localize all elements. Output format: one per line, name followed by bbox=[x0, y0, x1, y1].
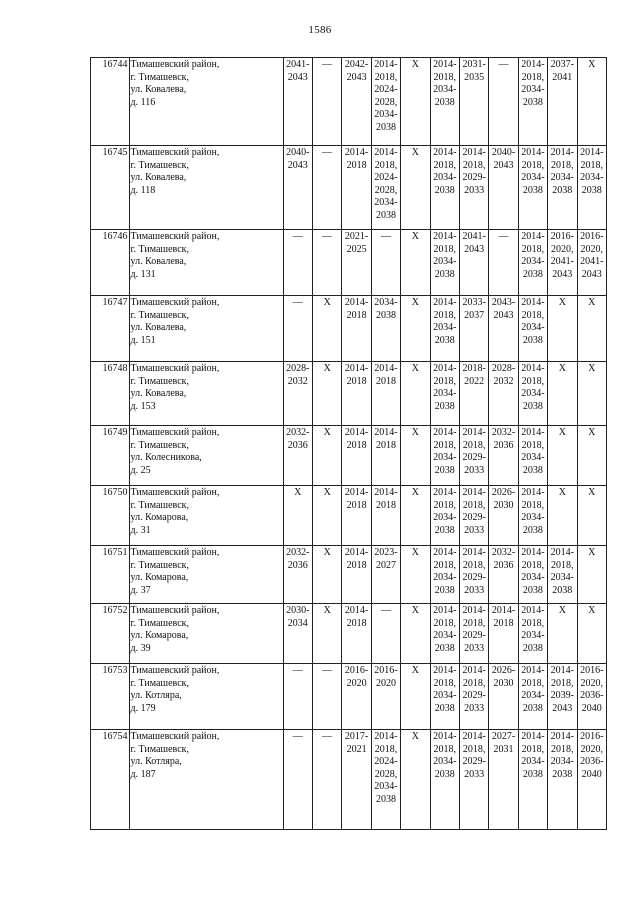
table-row bbox=[91, 546, 607, 604]
repair-period-cell: 2018- 2022 bbox=[459, 362, 488, 426]
repair-period-cell: 2014- 2018, 2034- 2038 bbox=[430, 546, 459, 604]
repair-period-cell: 2023- 2027 bbox=[371, 546, 400, 604]
address-cell: Тимашевский район, г. Тимашевск, ул. Ковалева, д. 116 bbox=[129, 58, 283, 146]
repair-period-cell: 2031- 2035 bbox=[459, 58, 488, 146]
repair-period-cell: 2014- 2018, 2034- 2038 bbox=[430, 146, 459, 230]
repair-period-cell: 2030- 2034 bbox=[283, 604, 312, 664]
address-cell: Тимашевский район, г. Тимашевск, ул. Ковалева, д. 118 bbox=[129, 146, 283, 230]
repair-period-cell: 2014- 2018, 2034- 2038 bbox=[518, 146, 547, 230]
repair-period-cell: 2014- 2018 bbox=[342, 296, 371, 362]
address-cell: Тимашевский район, г. Тимашевск, ул. Ковалева, д. 131 bbox=[129, 230, 283, 296]
table-row bbox=[91, 664, 607, 730]
repair-period-cell: X bbox=[401, 546, 430, 604]
table-row bbox=[91, 486, 607, 546]
repair-period-cell: X bbox=[312, 362, 341, 426]
repair-period-cell: X bbox=[401, 146, 430, 230]
repair-period-cell: 2014- 2018, 2034- 2038 bbox=[548, 146, 577, 230]
page-number: 1586 bbox=[308, 24, 332, 36]
repair-period-cell: 2014- 2018, 2034- 2038 bbox=[430, 296, 459, 362]
repair-period-cell: 2014- 2018, 2029- 2033 bbox=[459, 426, 488, 486]
repair-period-cell: 2026- 2030 bbox=[489, 664, 518, 730]
repair-period-cell: X bbox=[401, 664, 430, 730]
repair-period-cell: 2014- 2018, 2034- 2038 bbox=[518, 664, 547, 730]
repair-period-cell: X bbox=[577, 486, 607, 546]
repair-period-cell: 2014- 2018 bbox=[371, 426, 400, 486]
repair-period-cell: 2014- 2018, 2034- 2038 bbox=[518, 730, 547, 830]
repair-period-cell: — bbox=[312, 146, 341, 230]
row-number: 16752 bbox=[91, 604, 130, 664]
repair-period-cell: — bbox=[283, 296, 312, 362]
table-row bbox=[91, 426, 607, 486]
row-number: 16751 bbox=[91, 546, 130, 604]
repair-period-cell: 2014- 2018, 2034- 2038 bbox=[430, 486, 459, 546]
address-cell: Тимашевский район, г. Тимашевск, ул. Котляра, д. 187 bbox=[129, 730, 283, 830]
repair-period-cell: 2042- 2043 bbox=[342, 58, 371, 146]
repair-period-cell: 2014- 2018, 2029- 2033 bbox=[459, 546, 488, 604]
repair-period-cell: 2021- 2025 bbox=[342, 230, 371, 296]
repair-period-cell: 2040- 2043 bbox=[283, 146, 312, 230]
repair-period-cell: 2034- 2038 bbox=[371, 296, 400, 362]
repair-period-cell: X bbox=[312, 546, 341, 604]
repair-period-cell: 2014- 2018 bbox=[342, 546, 371, 604]
repair-period-cell: 2016- 2020 bbox=[371, 664, 400, 730]
address-cell: Тимашевский район, г. Тимашевск, ул. Комарова, д. 31 bbox=[129, 486, 283, 546]
repair-period-cell: — bbox=[312, 230, 341, 296]
repair-period-cell: 2014- 2018, 2034- 2038 bbox=[577, 146, 607, 230]
address-cell: Тимашевский район, г. Тимашевск, ул. Ковалева, д. 153 bbox=[129, 362, 283, 426]
repair-period-cell: — bbox=[283, 230, 312, 296]
repair-period-cell: 2014- 2018, 2039- 2043 bbox=[548, 664, 577, 730]
repair-period-cell: X bbox=[401, 730, 430, 830]
table-row bbox=[91, 730, 607, 830]
repair-period-cell: X bbox=[401, 362, 430, 426]
repair-period-cell: X bbox=[548, 486, 577, 546]
repair-period-cell: 2014- 2018 bbox=[342, 426, 371, 486]
repair-period-cell: X bbox=[312, 426, 341, 486]
repair-period-cell: 2014- 2018 bbox=[342, 604, 371, 664]
repair-period-cell: X bbox=[577, 604, 607, 664]
repair-period-cell: 2027- 2031 bbox=[489, 730, 518, 830]
address-cell: Тимашевский район, г. Тимашевск, ул. Котляра, д. 179 bbox=[129, 664, 283, 730]
repair-period-cell: 2014- 2018, 2034- 2038 bbox=[430, 230, 459, 296]
row-number: 16744 bbox=[91, 58, 130, 146]
repair-period-cell: 2043- 2043 bbox=[489, 296, 518, 362]
repair-period-cell: X bbox=[283, 486, 312, 546]
repair-period-cell: 2014- 2018, 2034- 2038 bbox=[518, 230, 547, 296]
repair-period-cell: X bbox=[401, 58, 430, 146]
row-number: 16745 bbox=[91, 146, 130, 230]
repair-period-cell: — bbox=[489, 58, 518, 146]
repair-period-cell: 2037- 2041 bbox=[548, 58, 577, 146]
repair-period-cell: 2014- 2018, 2034- 2038 bbox=[430, 362, 459, 426]
repair-period-cell: 2016- 2020, 2041- 2043 bbox=[548, 230, 577, 296]
table-row bbox=[91, 296, 607, 362]
address-cell: Тимашевский район, г. Тимашевск, ул. Ковалева, д. 151 bbox=[129, 296, 283, 362]
repair-period-cell: 2032- 2036 bbox=[489, 426, 518, 486]
repair-period-cell: X bbox=[401, 604, 430, 664]
repair-period-cell: 2014- 2018, 2034- 2038 bbox=[548, 730, 577, 830]
repair-period-cell: 2014- 2018, 2024- 2028, 2034- 2038 bbox=[371, 730, 400, 830]
repair-period-cell: X bbox=[401, 230, 430, 296]
repair-period-cell: — bbox=[371, 604, 400, 664]
repair-period-cell: 2014- 2018, 2029- 2033 bbox=[459, 146, 488, 230]
repair-period-cell: 2032- 2036 bbox=[283, 546, 312, 604]
repair-period-cell: 2014- 2018, 2024- 2028, 2034- 2038 bbox=[371, 146, 400, 230]
repair-period-cell: — bbox=[283, 664, 312, 730]
repair-period-cell: X bbox=[577, 426, 607, 486]
repair-period-cell: X bbox=[577, 58, 607, 146]
repair-period-cell: 2014- 2018, 2034- 2038 bbox=[430, 426, 459, 486]
repair-period-cell: 2016- 2020, 2041- 2043 bbox=[577, 230, 607, 296]
repair-period-cell: X bbox=[312, 296, 341, 362]
table-row bbox=[91, 230, 607, 296]
repair-period-cell: 2032- 2036 bbox=[489, 546, 518, 604]
repair-period-cell: 2014- 2018, 2034- 2038 bbox=[430, 58, 459, 146]
repair-period-cell: 2014- 2018, 2034- 2038 bbox=[518, 486, 547, 546]
repair-period-cell: X bbox=[312, 604, 341, 664]
repair-period-cell: 2014- 2018, 2029- 2033 bbox=[459, 604, 488, 664]
repair-period-cell: X bbox=[401, 486, 430, 546]
repair-period-cell: 2016- 2020 bbox=[342, 664, 371, 730]
repair-period-cell: 2014- 2018 bbox=[342, 146, 371, 230]
repair-period-cell: X bbox=[577, 296, 607, 362]
repair-period-cell: X bbox=[548, 296, 577, 362]
repair-period-cell: 2041- 2043 bbox=[459, 230, 488, 296]
address-cell: Тимашевский район, г. Тимашевск, ул. Комарова, д. 39 bbox=[129, 604, 283, 664]
repair-period-cell: 2017- 2021 bbox=[342, 730, 371, 830]
repair-period-cell: 2014- 2018, 2034- 2038 bbox=[518, 426, 547, 486]
row-number: 16750 bbox=[91, 486, 130, 546]
row-number: 16754 bbox=[91, 730, 130, 830]
repair-period-cell: 2014- 2018 bbox=[371, 486, 400, 546]
repair-period-cell: 2014- 2018 bbox=[342, 362, 371, 426]
table-row bbox=[91, 362, 607, 426]
repair-period-cell: 2026- 2030 bbox=[489, 486, 518, 546]
repair-period-cell: 2014- 2018, 2034- 2038 bbox=[430, 604, 459, 664]
row-number: 16749 bbox=[91, 426, 130, 486]
housing-repair-schedule-table bbox=[90, 57, 607, 830]
address-cell: Тимашевский район, г. Тимашевск, ул. Колесникова, д. 25 bbox=[129, 426, 283, 486]
repair-period-cell: X bbox=[548, 604, 577, 664]
repair-period-cell: X bbox=[312, 486, 341, 546]
repair-period-cell: — bbox=[371, 230, 400, 296]
row-number: 16748 bbox=[91, 362, 130, 426]
repair-period-cell: 2014- 2018, 2034- 2038 bbox=[430, 664, 459, 730]
repair-period-cell: 2014- 2018, 2034- 2038 bbox=[430, 730, 459, 830]
repair-period-cell: X bbox=[548, 362, 577, 426]
repair-period-cell: 2028- 2032 bbox=[283, 362, 312, 426]
repair-period-cell: — bbox=[312, 730, 341, 830]
repair-period-cell: 2014- 2018, 2029- 2033 bbox=[459, 486, 488, 546]
repair-period-cell: 2014- 2018 bbox=[342, 486, 371, 546]
repair-period-cell: 2016- 2020, 2036- 2040 bbox=[577, 664, 607, 730]
repair-period-cell: 2040- 2043 bbox=[489, 146, 518, 230]
repair-period-cell: 2014- 2018 bbox=[489, 604, 518, 664]
row-number: 16753 bbox=[91, 664, 130, 730]
repair-period-cell: 2014- 2018, 2034- 2038 bbox=[518, 296, 547, 362]
repair-period-cell: — bbox=[283, 730, 312, 830]
repair-period-cell: 2014- 2018, 2034- 2038 bbox=[518, 362, 547, 426]
repair-period-cell: X bbox=[577, 546, 607, 604]
table-row bbox=[91, 146, 607, 230]
repair-period-cell: 2014- 2018, 2034- 2038 bbox=[518, 546, 547, 604]
repair-period-cell: 2014- 2018, 2024- 2028, 2034- 2038 bbox=[371, 58, 400, 146]
table-row bbox=[91, 58, 607, 146]
table-row bbox=[91, 604, 607, 664]
repair-period-cell: — bbox=[312, 664, 341, 730]
repair-period-cell: X bbox=[577, 362, 607, 426]
repair-period-cell: X bbox=[401, 426, 430, 486]
repair-period-cell: 2041- 2043 bbox=[283, 58, 312, 146]
repair-period-cell: 2032- 2036 bbox=[283, 426, 312, 486]
address-cell: Тимашевский район, г. Тимашевск, ул. Комарова, д. 37 bbox=[129, 546, 283, 604]
row-number: 16747 bbox=[91, 296, 130, 362]
repair-period-cell: — bbox=[489, 230, 518, 296]
repair-period-cell: X bbox=[401, 296, 430, 362]
repair-period-cell: 2033- 2037 bbox=[459, 296, 488, 362]
repair-period-cell: 2014- 2018, 2034- 2038 bbox=[518, 58, 547, 146]
repair-period-cell: 2016- 2020, 2036- 2040 bbox=[577, 730, 607, 830]
repair-period-cell: 2014- 2018 bbox=[371, 362, 400, 426]
repair-period-cell: X bbox=[548, 426, 577, 486]
repair-period-cell: 2014- 2018, 2029- 2033 bbox=[459, 664, 488, 730]
repair-period-cell: 2028- 2032 bbox=[489, 362, 518, 426]
repair-period-cell: 2014- 2018, 2034- 2038 bbox=[548, 546, 577, 604]
repair-period-cell: 2014- 2018, 2034- 2038 bbox=[518, 604, 547, 664]
repair-period-cell: 2014- 2018, 2029- 2033 bbox=[459, 730, 488, 830]
repair-period-cell: — bbox=[312, 58, 341, 146]
row-number: 16746 bbox=[91, 230, 130, 296]
